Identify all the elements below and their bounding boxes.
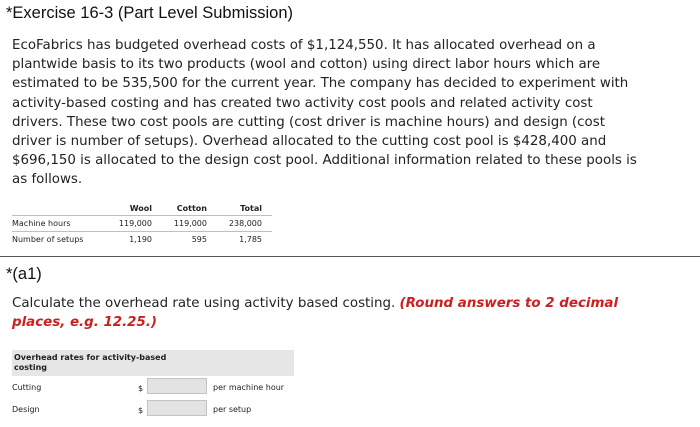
table-header-total: Total	[240, 203, 262, 213]
table-header-wool: Wool	[129, 203, 152, 213]
rate-label-design: Design	[12, 405, 40, 414]
problem-paragraph	[12, 36, 692, 190]
currency-symbol: $	[138, 384, 144, 393]
paragraph-line: activity-based costing and has created two activity cost pools and related activity cost	[12, 95, 593, 111]
cost-driver-table	[12, 201, 262, 247]
question-text	[12, 294, 692, 332]
cell-total: 238,000	[228, 218, 262, 228]
currency-symbol: $	[138, 406, 144, 415]
paragraph-line: driver is number of setups). Overhead allocated to the cutting cost pool is $428,400 and	[12, 134, 607, 150]
table-divider	[12, 231, 272, 232]
rounding-hint: (Round answers to 2 decimal	[399, 296, 619, 311]
table-header-cotton: Cotton	[176, 203, 207, 213]
table-divider	[12, 215, 272, 216]
paragraph-line: drivers. These two cost pools are cutting (cost driver is machine hours) and design (cost	[12, 114, 605, 130]
cell-cotton: 119,000	[173, 218, 207, 228]
table-header-blank	[12, 201, 112, 215]
rounding-hint-example: places, e.g. 12.25.)	[12, 315, 158, 330]
rate-unit-design: per setup	[213, 405, 252, 414]
table-header-row	[12, 201, 262, 215]
table-row	[12, 231, 262, 247]
paragraph-line: EcoFabrics has budgeted overhead costs of $1,124,550. It has allocated overhead on a	[12, 38, 596, 53]
question-instruction: Calculate the overhead rate using activity based costing.	[12, 296, 396, 311]
rates-header-line: Overhead rates for activity-based	[14, 353, 167, 362]
section-divider	[0, 256, 700, 257]
paragraph-line: plantwide basis to its two products (wool and cotton) using direct labor hours which are	[12, 57, 601, 73]
paragraph-line: as follows.	[12, 172, 83, 188]
row-label: Machine hours	[12, 218, 71, 228]
cutting-rate-input[interactable]	[147, 378, 207, 394]
cell-total: 1,785	[239, 234, 262, 244]
paragraph-line: $696,150 is allocated to the design cost pool. Additional information related to these pools is	[12, 153, 637, 169]
rates-header	[12, 350, 294, 376]
cell-cotton: 595	[191, 234, 207, 244]
question-line-2	[12, 313, 692, 332]
rates-header-line: costing	[14, 363, 47, 372]
cell-wool: 1,190	[129, 234, 152, 244]
row-label: Number of setups	[12, 234, 84, 244]
paragraph-line: estimated to be 535,500 for the current year. The company has decided to experiment with	[12, 76, 629, 92]
table-row	[12, 215, 262, 231]
rate-unit-cutting: per machine hour	[213, 383, 285, 392]
part-title: *(a1)	[6, 265, 42, 283]
cell-wool: 119,000	[118, 218, 152, 228]
exercise-title: *Exercise 16-3 (Part Level Submission)	[6, 4, 294, 22]
rate-label-cutting: Cutting	[12, 383, 42, 392]
question-line-1	[12, 294, 692, 313]
design-rate-input[interactable]	[147, 400, 207, 416]
